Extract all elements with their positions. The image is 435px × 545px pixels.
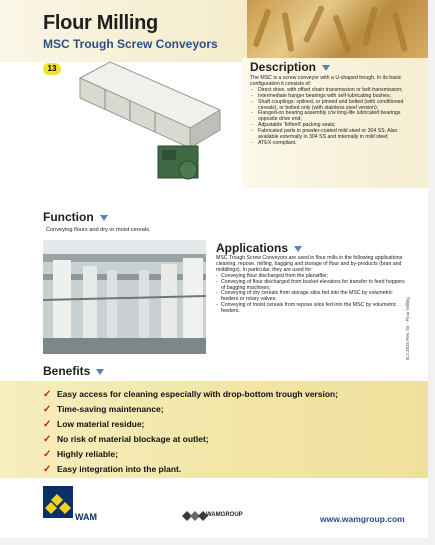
benefit-text: Easy access for cleaning especially with drop-bottom trough version; bbox=[57, 389, 339, 399]
check-icon: ✓ bbox=[43, 449, 52, 460]
function-heading-label: Function bbox=[43, 210, 94, 224]
check-icon: ✓ bbox=[43, 434, 52, 445]
function-heading bbox=[43, 210, 108, 224]
benefit-item bbox=[43, 432, 338, 447]
description-item: - ATEX-compliant. bbox=[250, 141, 410, 147]
benefit-item bbox=[43, 417, 338, 432]
applications-heading bbox=[216, 241, 302, 255]
application-item: - Conveying flour discharged from the plansifter; bbox=[216, 274, 408, 280]
benefit-text: Easy integration into the plant. bbox=[57, 464, 182, 474]
benefit-item bbox=[43, 462, 338, 477]
application-item: - Conveying of moist cereals from repose silos fed into the MSC by volumetric feeders. bbox=[216, 303, 408, 315]
triangle-down-icon bbox=[96, 369, 104, 375]
benefit-text: No risk of material blockage at outlet; bbox=[57, 434, 209, 444]
benefit-text: Highly reliable; bbox=[57, 449, 118, 459]
description-item: - Intermediate hanger bearings with self-lubricating bushes; bbox=[250, 94, 410, 100]
applications-intro: MSC Trough Screw Conveyors are used in flour mills in the following applications: cleaning, repose, milling, bagging and storage of flour and by-products (bran and middlings). In particular, they are used for: bbox=[216, 255, 404, 273]
page-title: Flour Milling bbox=[43, 12, 158, 34]
description-item: - Flanged-on bearing assembly c/w long-life lubricated bearings opposite drive end; bbox=[250, 111, 410, 123]
wheat-photo bbox=[247, 0, 435, 62]
benefits-list bbox=[43, 387, 338, 477]
website-link[interactable]: www.wamgroup.com bbox=[320, 514, 405, 524]
triangle-down-icon bbox=[100, 215, 108, 221]
description-body bbox=[250, 76, 410, 147]
check-icon: ✓ bbox=[43, 464, 52, 475]
application-item: - Conveying of dry cereals from storage silos fed into the MSC by volumetric feeders or rotary valves; bbox=[216, 291, 408, 303]
right-margin-strip bbox=[428, 0, 435, 545]
function-text: Conveying flours and dry or moist cereals. bbox=[46, 227, 151, 233]
wam-brand: WAM bbox=[75, 512, 97, 522]
applications-body bbox=[216, 256, 408, 315]
benefit-text: Low material residue; bbox=[57, 419, 145, 429]
description-heading bbox=[250, 60, 330, 74]
description-item: - Shaft couplings: splined, or pinned and bolted (with conditioned cereals), or bolted only (with stainless steel version); bbox=[250, 100, 410, 112]
application-item: - Conveying of flour discharged from bucket elevators for transfer to feed hoppers of bagging machines; bbox=[216, 280, 408, 292]
description-intro: The MSC is a screw conveyor with a U-shaped trough. In its basic configuration it consists of: bbox=[250, 75, 402, 87]
description-heading-label: Description bbox=[250, 60, 317, 74]
description-item: - Fabricated parts in powder-coated mild steel or 304 SS; Also available externally in 304 SS and internally in mild steel; bbox=[250, 129, 410, 141]
bottom-margin-strip bbox=[0, 538, 435, 545]
benefit-item bbox=[43, 387, 338, 402]
conveyor-image bbox=[60, 58, 228, 190]
triangle-down-icon bbox=[294, 246, 302, 252]
description-item: - Adjustable Teflon® packing seals; bbox=[250, 123, 410, 129]
benefit-item bbox=[43, 447, 338, 462]
benefits-heading-label: Benefits bbox=[43, 364, 91, 378]
check-icon: ✓ bbox=[43, 419, 52, 430]
benefit-text: Time-saving maintenance; bbox=[57, 404, 164, 414]
check-icon: ✓ bbox=[43, 389, 52, 400]
flour-mill-photo bbox=[43, 240, 206, 354]
benefits-heading bbox=[43, 364, 104, 378]
applications-heading-label: Applications bbox=[216, 241, 289, 255]
benefit-item bbox=[43, 402, 338, 417]
description-item: - Direct drive, with offset chain transmission or belt transmission; bbox=[250, 88, 410, 94]
wamgroup-label: WAMGROUP bbox=[206, 512, 243, 518]
document-code: B.2.3825 Rev. 04 - Flour Milling bbox=[405, 297, 410, 360]
wam-logo-icon bbox=[43, 486, 73, 518]
check-icon: ✓ bbox=[43, 404, 52, 415]
page-subtitle: MSC Trough Screw Conveyors bbox=[43, 37, 218, 51]
page-number-badge: 13 bbox=[43, 63, 61, 75]
triangle-down-icon bbox=[322, 65, 330, 71]
